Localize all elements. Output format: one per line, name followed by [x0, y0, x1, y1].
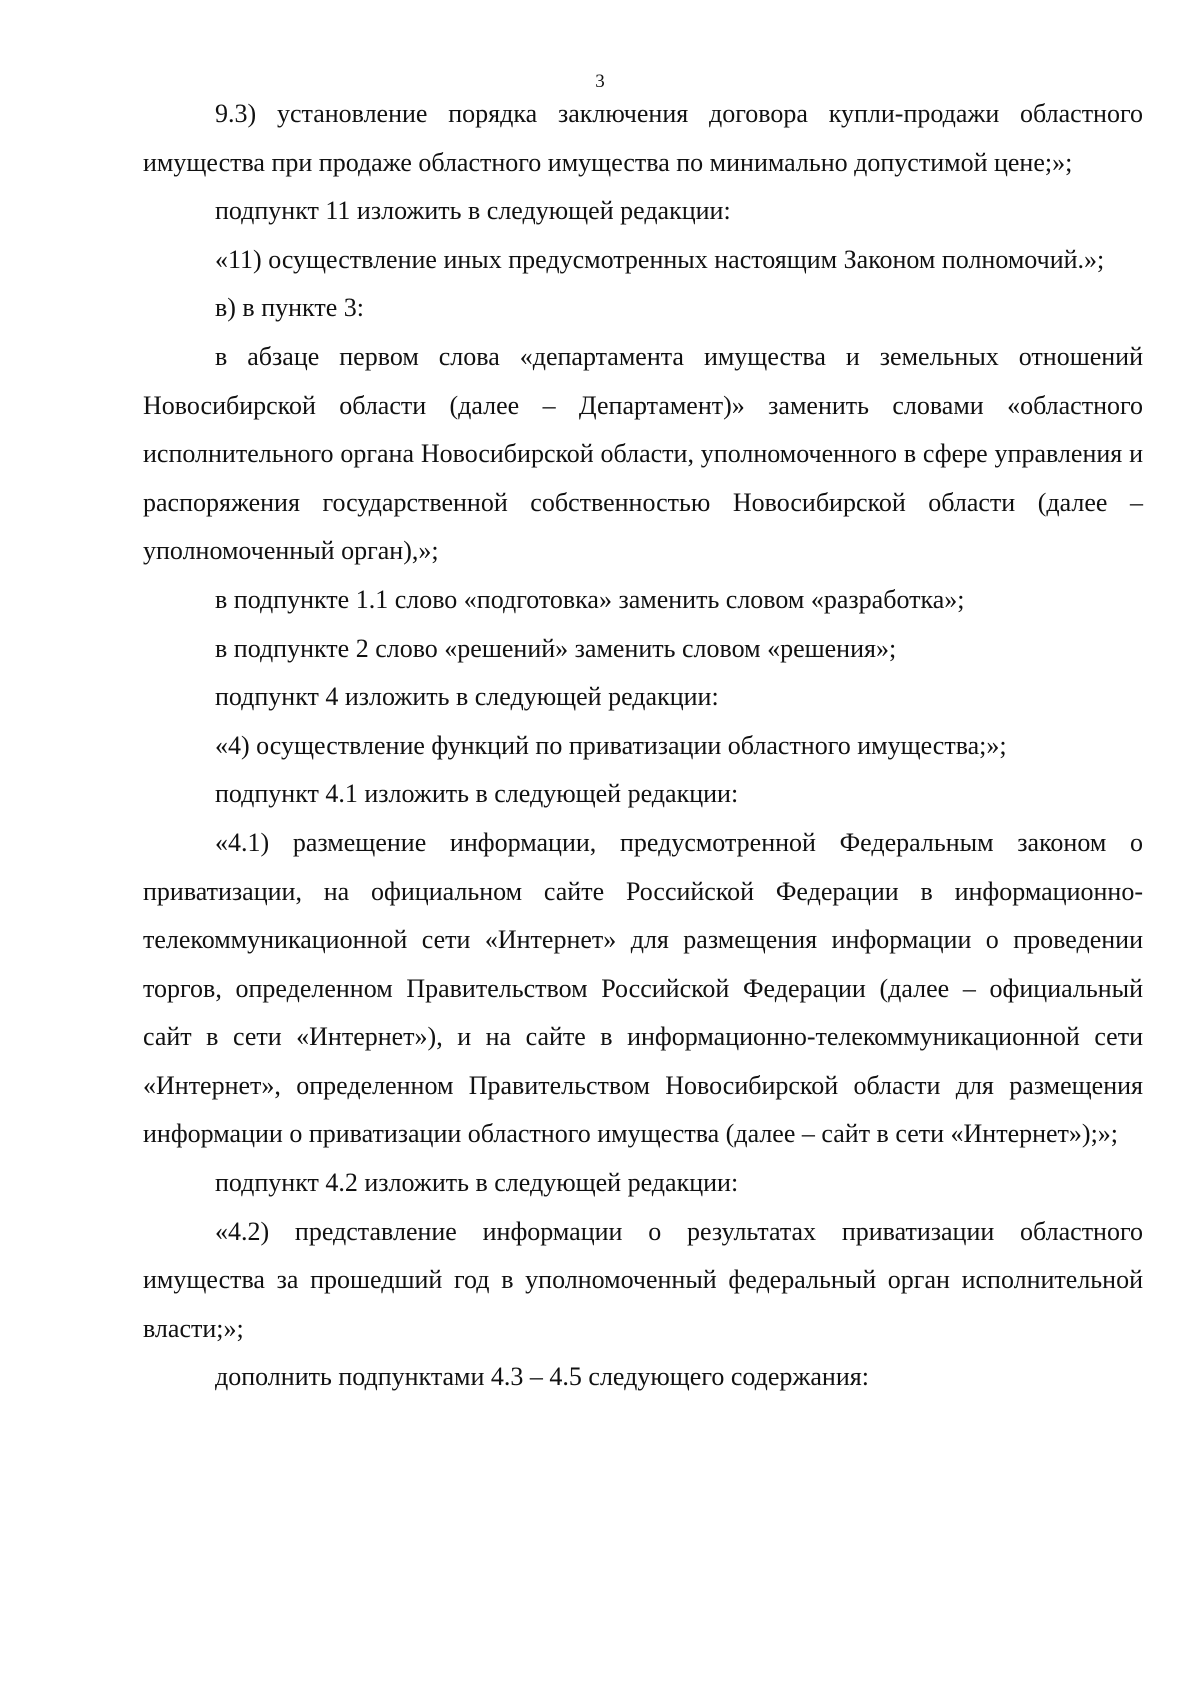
paragraph-subitem-4-1-text: «4.1) размещение информации, предусмотренной Федеральным законом о приватизации, на официальном сайте Российской Федерации в информационно-телекоммуникационной сети «Интернет» для размещения информации о проведении торгов, определенном Правительством Российской Федерации (далее – официальный сайт в сети «Интернет»), и на сайте в информационно-телекоммуникационной сети «Интернет», определенном Правительством Новосибирской области для размещения информации о приватизации областного имущества (далее – сайт в сети «Интернет»);»;	[143, 827, 1143, 1149]
paragraph-subitem-2: в подпункте 2 слово «решений» заменить словом «решения»;	[215, 633, 897, 663]
paragraph-subitems-4-3-4-5-intro: дополнить подпунктами 4.3 – 4.5 следующего содержания:	[215, 1362, 869, 1392]
paragraph-subitem-4-2-intro: подпункт 4.2 изложить в следующей редакции:	[215, 1168, 739, 1198]
paragraph-subitem-11-text: «11) осуществление иных предусмотренных настоящим Законом полномочий.»;	[215, 244, 1105, 274]
paragraph-subitem-4-text: «4) осуществление функций по приватизации областного имущества;»;	[215, 730, 1007, 760]
page-number: 3	[595, 71, 605, 92]
paragraph-item-3-heading: в) в пункте 3:	[215, 293, 364, 323]
paragraph-subitem-4-1-intro: подпункт 4.1 изложить в следующей редакции:	[215, 779, 739, 809]
document-body	[143, 90, 1143, 1402]
paragraph-subitem-11-intro: подпункт 11 изложить в следующей редакции:	[215, 196, 731, 226]
paragraph-first-abzac-replacement: в абзаце первом слова «департамента имущества и земельных отношений Новосибирской области (далее – Департамент)» заменить словами «областного исполнительного органа Новосибирской области, уполномоченного в сфере управления и распоряжения государственной собственностью Новосибирской области (далее – уполномоченный орган),»;	[143, 341, 1143, 566]
paragraph-subitem-1-1: в подпункте 1.1 слово «подготовка» заменить словом «разработка»;	[215, 584, 965, 614]
paragraph-subitem-4-2-text: «4.2) представление информации о результатах приватизации областного имущества за прошедший год в уполномоченный федеральный орган исполнительной власти;»;	[143, 1216, 1143, 1343]
paragraph-subitem-4-intro: подпункт 4 изложить в следующей редакции:	[215, 682, 719, 712]
paragraph-9-3: 9.3) установление порядка заключения договора купли-продажи областного имущества при продаже областного имущества по минимально допустимой цене;»;	[143, 99, 1143, 177]
